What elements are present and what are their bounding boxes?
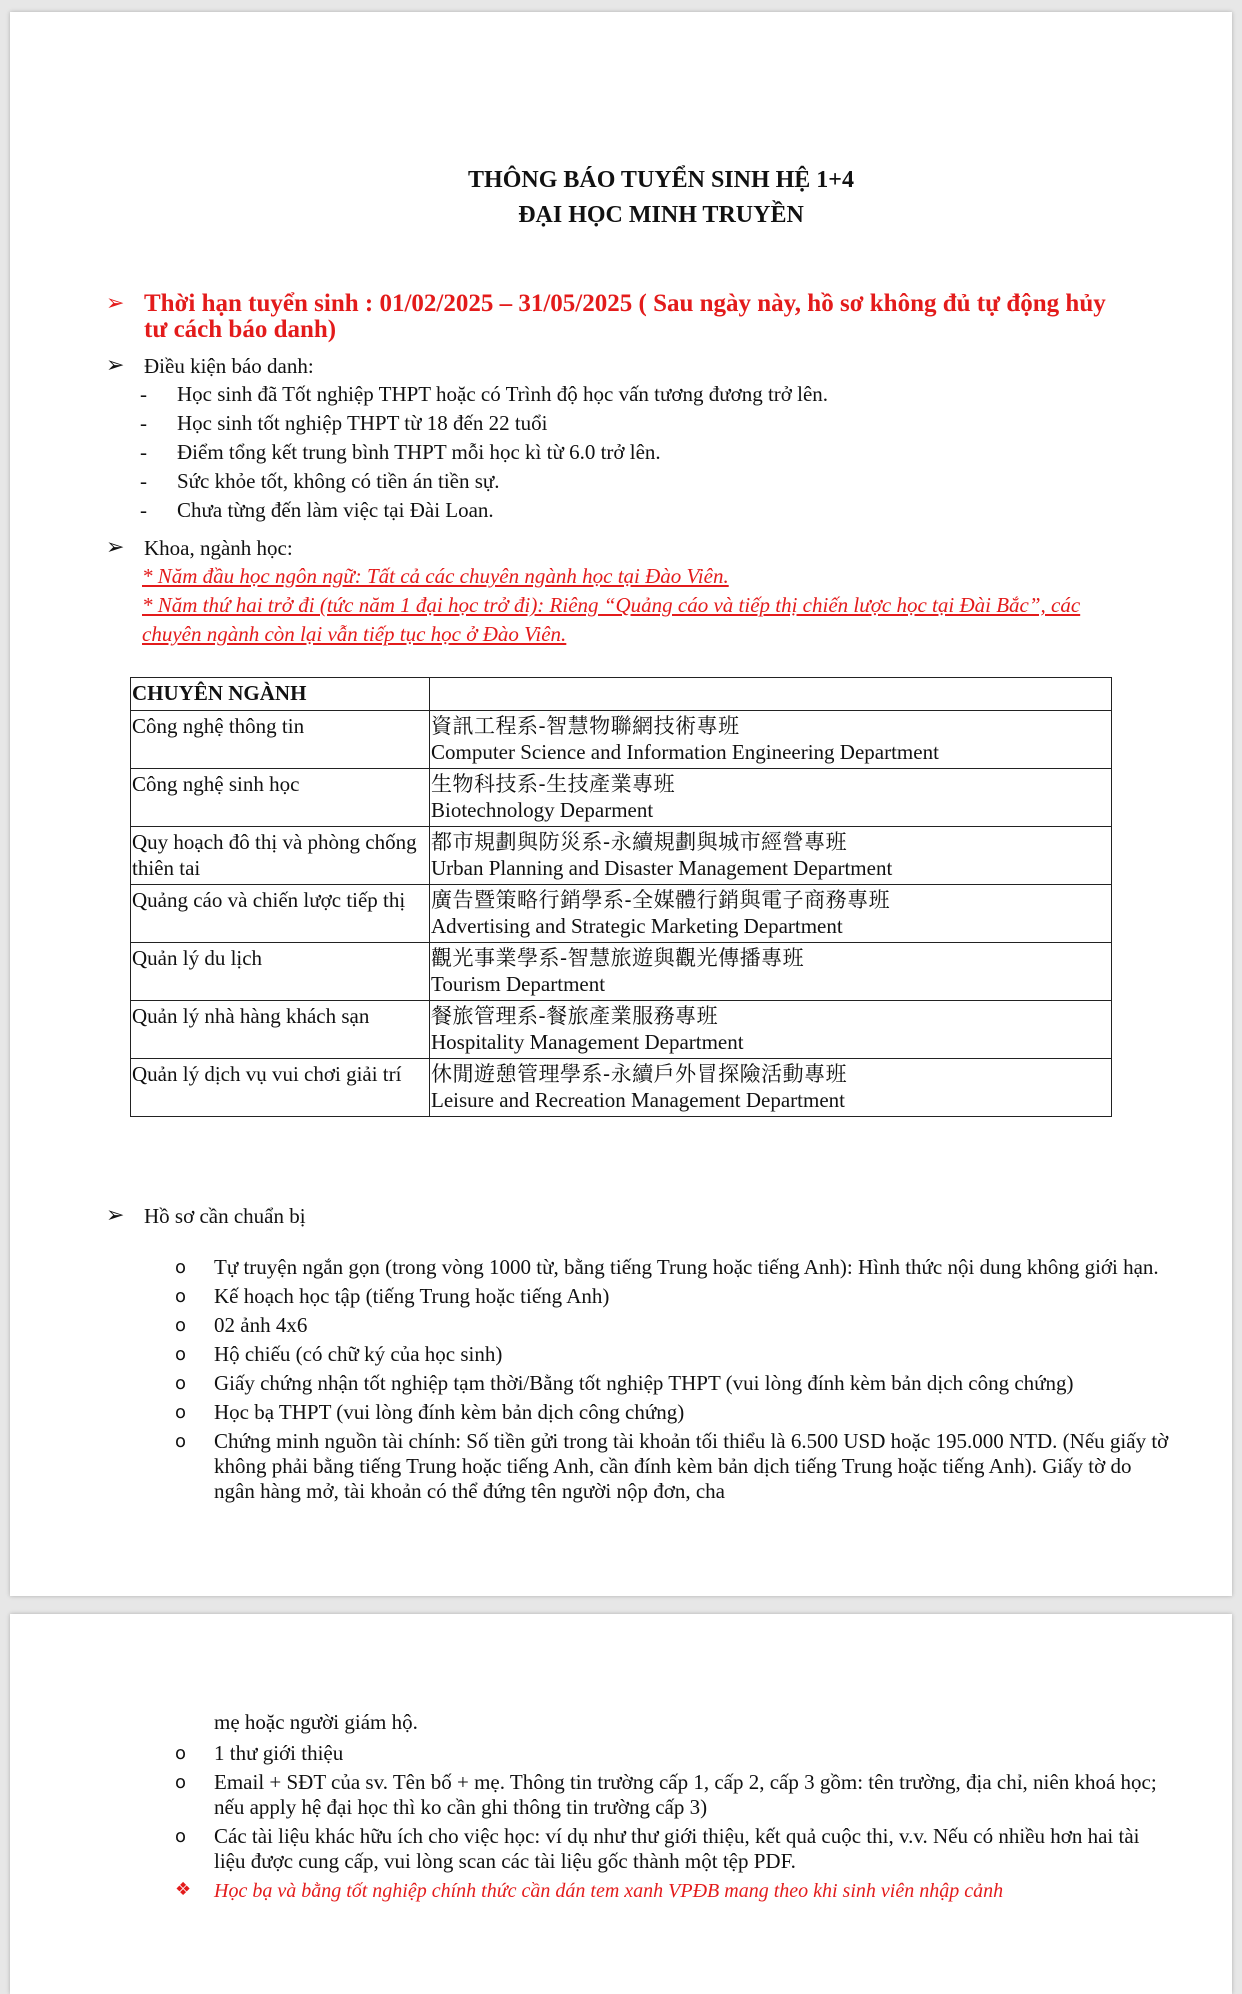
circle-bullet-icon: o [175,1315,187,1336]
eligibility-heading: Điều kiện báo danh: [144,354,314,378]
circle-bullet-icon: o [175,1286,187,1307]
major-name-vi: Quy hoạch đô thị và phòng chống thiên tai [131,827,430,885]
major-name-vi: Quản lý du lịch [131,943,430,1001]
documents-list-page-2 [175,1741,1175,1878]
circle-bullet-icon: o [175,1402,187,1423]
table-row [131,885,1112,943]
major-name-zh: 生物科技系-生技產業專班 [431,772,676,796]
circle-bullet-icon: o [175,1826,187,1847]
list-item: o Tự truyện ngắn gọn (trong vòng 1000 từ, bằng tiếng Trung hoặc tiếng Anh): Hình thức nội dung không giới hạn. [175,1255,1159,1279]
major-name-zh: 餐旅管理系-餐旅產業服務專班 [431,1004,719,1028]
document-page-1 [10,12,1232,1596]
list-item: - Điểm tổng kết trung bình THPT mỗi học kì từ 6.0 trở lên. [140,440,661,464]
final-note-row [175,1879,1175,1904]
final-note: Học bạ và bằng tốt nghiệp chính thức cần dán tem xanh VPĐB mang theo khi sinh viên nhập cảnh [214,1880,1004,1902]
table-header-row [131,678,1112,711]
list-item: o Kế hoạch học tập (tiếng Trung hoặc tiếng Anh) [175,1284,610,1308]
circle-bullet-icon: o [175,1344,187,1365]
list-item: - Học sinh tốt nghiệp THPT từ 18 đến 22 tuổi [140,411,548,435]
major-name-en: Urban Planning and Disaster Management Department [431,856,893,880]
table-header-cell-empty [430,678,1112,711]
major-name-zh: 資訊工程系-智慧物聯網技術專班 [431,714,740,738]
documents-section [106,1203,1126,1230]
documents-continuation: mẹ hoặc người giám hộ. [214,1710,418,1734]
table-row [131,1001,1112,1059]
table-row [131,1059,1112,1117]
deadline-section [106,291,1126,343]
major-name-en: Advertising and Strategic Marketing Department [431,914,843,938]
major-name-zh: 都市規劃與防災系-永續規劃與城市經營專班 [431,830,848,854]
table-row [131,711,1112,769]
major-name-en: Leisure and Recreation Management Department [431,1088,845,1112]
major-name-cell [430,1059,1112,1117]
arrow-bullet-icon: ➢ [106,535,125,560]
list-item: - Chưa từng đến làm việc tại Đài Loan. [140,498,494,522]
major-name-en: Tourism Department [431,972,606,996]
list-item: o Email + SĐT của sv. Tên bố + mẹ. Thông tin trường cấp 1, cấp 2, cấp 3 gồm: tên trường, địa chỉ, niên khoá học; nếu apply hệ đại học thì ko cần ghi thông tin trường cấp 3) [175,1770,1157,1819]
document-page-2 [10,1614,1232,1994]
arrow-bullet-icon: ➢ [106,1203,125,1228]
table-row [131,943,1112,1001]
list-item: o Giấy chứng nhận tốt nghiệp tạm thời/Bằng tốt nghiệp THPT (vui lòng đính kèm bản dịch công chứng) [175,1371,1074,1395]
table-header-cell: CHUYÊN NGÀNH [131,678,430,711]
eligibility-section [106,353,1126,380]
circle-bullet-icon: o [175,1743,187,1764]
list-item: - Học sinh đã Tốt nghiệp THPT hoặc có Trình độ học vấn tương đương trở lên. [140,382,829,406]
major-name-cell [430,711,1112,769]
major-name-cell [430,943,1112,1001]
major-name-vi: Công nghệ sinh học [131,769,430,827]
major-name-vi: Công nghệ thông tin [131,711,430,769]
major-name-cell [430,827,1112,885]
deadline-text: Thời hạn tuyển sinh : 01/02/2025 – 31/05/2025 ( Sau ngày này, hồ sơ không đủ tự động hủy tư cách báo danh) [144,290,1106,343]
major-name-cell [430,769,1112,827]
major-name-en: Biotechnology Deparment [431,798,654,822]
major-name-en: Hospitality Management Department [431,1030,744,1054]
circle-bullet-icon: o [175,1772,187,1793]
circle-bullet-icon: o [175,1373,187,1394]
major-name-en: Computer Science and Information Engineering Department [431,740,939,764]
major-name-zh: 休閒遊憩管理學系-永續戶外冒探險活動專班 [431,1062,848,1086]
major-name-cell [430,1001,1112,1059]
major-name-zh: 觀光事業學系-智慧旅遊與觀光傳播專班 [431,946,805,970]
list-item: - Sức khỏe tốt, không có tiền án tiền sự. [140,469,500,493]
list-item: o Các tài liệu khác hữu ích cho việc học: ví dụ như thư giới thiệu, kết quả cuộc thi, v.v. Nếu có nhiều hơn hai tài liệu được cung cấp, vui lòng scan các tài liệu gốc thành một tệp PDF. [175,1824,1140,1873]
documents-heading: Hồ sơ cần chuẩn bị [144,1204,306,1228]
arrow-bullet-icon: ➢ [106,291,125,316]
list-item: o Học bạ THPT (vui lòng đính kèm bản dịch công chứng) [175,1400,685,1424]
circle-bullet-icon: o [175,1257,187,1278]
diamond-bullet-icon: ❖ [175,1879,192,1900]
major-name-vi: Quảng cáo và chiến lược tiếp thị [131,885,430,943]
majors-section [106,535,1126,562]
major-name-zh: 廣告暨策略行銷學系-全媒體行銷與電子商務專班 [431,888,891,912]
arrow-bullet-icon: ➢ [106,353,125,378]
documents-list [175,1255,1175,1508]
page-title-line-1: THÔNG BÁO TUYỂN SINH HỆ 1+4 [468,167,854,193]
majors-heading: Khoa, ngành học: [144,536,293,560]
table-row [131,827,1112,885]
list-item: o Chứng minh nguồn tài chính: Số tiền gửi trong tài khoản tối thiểu là 6.500 USD hoặc 195.000 NTD. (Nếu giấy tờ không phải bằng tiếng Trung hoặc tiếng Anh, cần đính kèm bản dịch tiếng Trung hoặc tiếng Anh). Giấy tờ do ngân hàng mở, tài khoản có thể đứng tên người nộp đơn, cha [175,1429,1169,1503]
major-name-cell [430,885,1112,943]
major-name-vi: Quản lý dịch vụ vui chơi giải trí [131,1059,430,1117]
majors-note-1: * Năm đầu học ngôn ngữ: Tất cả các chuyên ngành học tại Đào Viên. [142,564,729,588]
majors-table [130,677,1112,1117]
list-item: o 1 thư giới thiệu [175,1741,344,1765]
list-item: o 02 ảnh 4x6 [175,1313,308,1337]
major-name-vi: Quản lý nhà hàng khách sạn [131,1001,430,1059]
list-item: o Hộ chiếu (có chữ ký của học sinh) [175,1342,503,1366]
circle-bullet-icon: o [175,1431,187,1452]
eligibility-list [140,380,1040,525]
page-title-line-2: ĐẠI HỌC MINH TRUYỀN [518,202,804,228]
table-row [131,769,1112,827]
majors-note-2: * Năm thứ hai trở đi (tức năm 1 đại học trở đi): Riêng “Quảng cáo và tiếp thị chiến lược học tại Đài Bắc”, các chuyên ngành còn lại vẫn tiếp tục học ở Đào Viên. [142,593,1081,646]
